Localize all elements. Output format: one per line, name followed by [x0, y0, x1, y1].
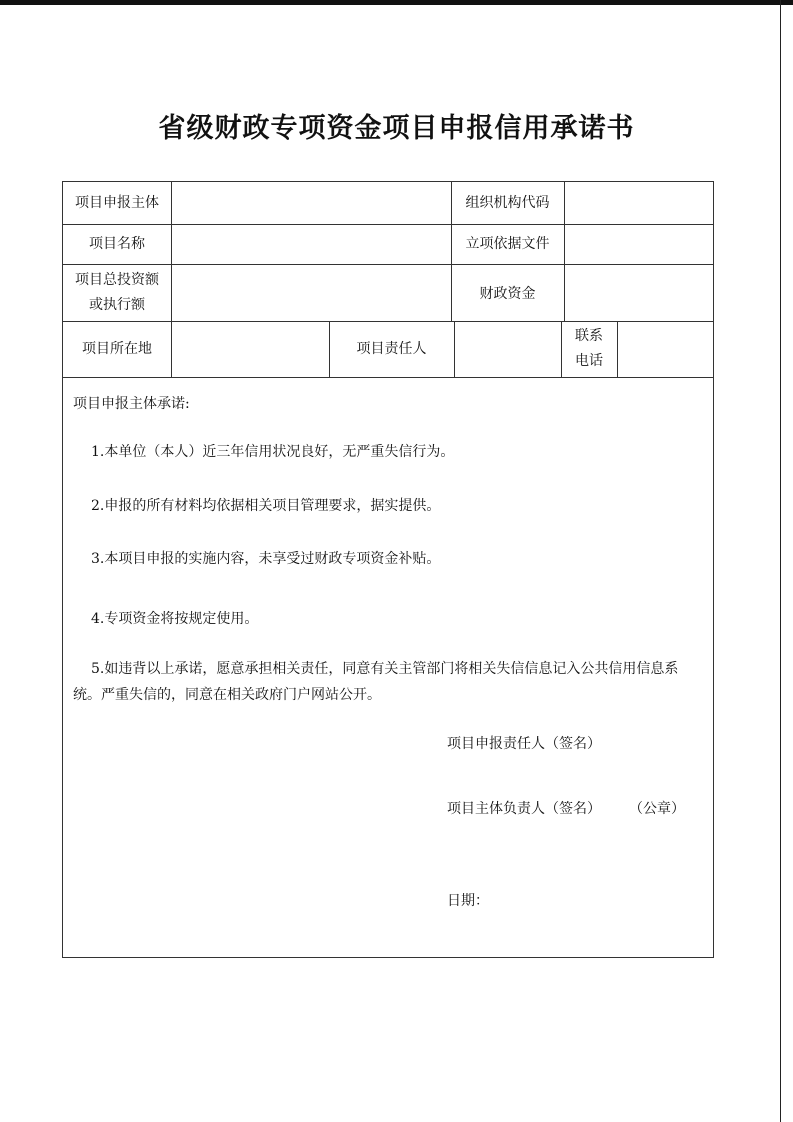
date-label: 日期： — [447, 893, 489, 909]
location-label: 项目所在地 — [82, 341, 152, 357]
commitment-item-3: 3.本项目申报的实施内容，未享受过财政专项资金补贴。 — [91, 551, 441, 567]
fiscal-fund-label: 财政资金 — [479, 286, 536, 302]
commitment-item-2: 2.申报的所有材料均依据相关项目管理要求，据实提供。 — [91, 498, 441, 514]
approval-doc-field[interactable] — [565, 225, 713, 264]
commitment-item-5-cont: 统。严重失信的，同意在相关政府门户网站公开。 — [73, 687, 381, 703]
page-top-border — [0, 0, 793, 5]
applicant-field[interactable] — [172, 182, 451, 224]
sign-responsible-label: 项目申报责任人（签名） — [447, 736, 601, 752]
commitment-item-1: 1.本单位（本人）近三年信用状况良好，无严重失信行为。 — [91, 444, 455, 460]
total-investment-label-line1: 项目总投资额 — [75, 272, 159, 288]
org-code-label: 组织机构代码 — [465, 195, 550, 211]
fiscal-fund-field[interactable] — [565, 265, 713, 321]
total-investment-label — [63, 270, 171, 316]
row-divider — [63, 321, 713, 322]
commitment-item-4: 4.专项资金将按规定使用。 — [91, 611, 259, 627]
seal-label: （公章） — [629, 801, 685, 817]
total-investment-label-line2: 或执行额 — [89, 297, 145, 313]
phone-label — [561, 326, 617, 372]
project-name-field[interactable] — [172, 225, 451, 264]
approval-doc-label: 立项依据文件 — [465, 236, 550, 252]
phone-label-line2: 电话 — [575, 353, 603, 369]
responsible-label: 项目责任人 — [356, 341, 427, 357]
phone-label-line1: 联系 — [575, 328, 603, 344]
page-right-border — [780, 0, 781, 1122]
location-field[interactable] — [172, 322, 329, 377]
row-divider — [63, 377, 713, 378]
page-title: 省级财政专项资金项目申报信用承诺书 — [158, 113, 635, 144]
commitment-heading: 项目申报主体承诺: — [73, 396, 190, 412]
commitment-item-5: 5.如违背以上承诺，愿意承担相关责任，同意有关主管部门将相关失信信息记入公共信用信息系 — [91, 661, 679, 677]
applicant-label: 项目申报主体 — [75, 195, 159, 211]
sign-principal-label: 项目主体负责人（签名） — [447, 801, 601, 817]
project-name-label: 项目名称 — [89, 236, 145, 252]
responsible-field[interactable] — [455, 322, 561, 377]
phone-field[interactable] — [618, 322, 713, 377]
org-code-field[interactable] — [565, 182, 713, 224]
commitment-form — [62, 181, 714, 958]
total-investment-field[interactable] — [172, 265, 451, 321]
